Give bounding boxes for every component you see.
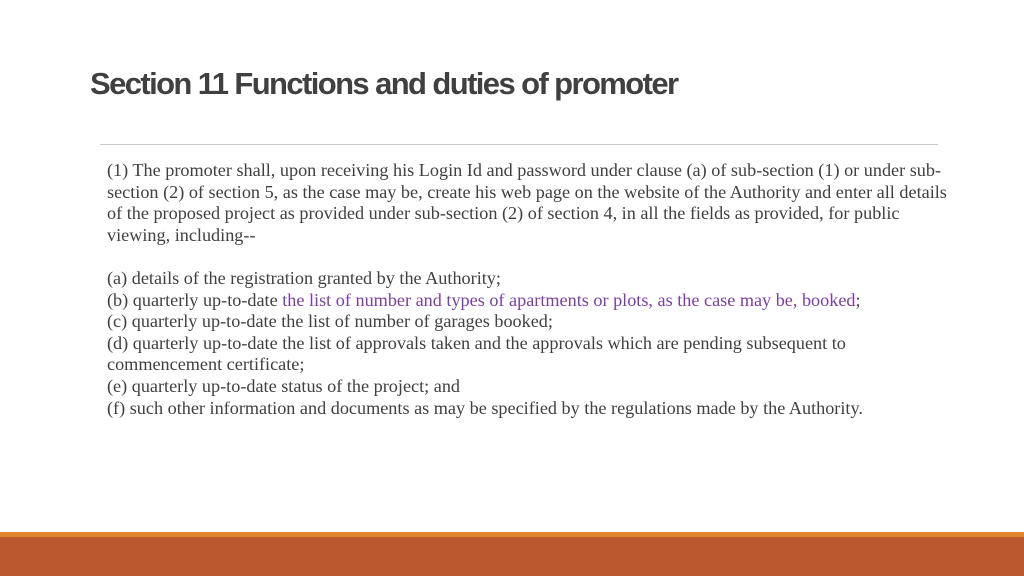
title-divider <box>100 144 938 145</box>
list-item-c: (c) quarterly up-to-date the list of number of garages booked; <box>107 311 553 332</box>
paragraph-spacer <box>107 246 947 268</box>
list-item-f: (f) such other information and documents as may be specified by the regulations made by the Authority. <box>107 397 863 418</box>
list-item-a: (a) details of the registration granted by the Authority; <box>107 267 501 288</box>
list-item-b <box>107 290 947 312</box>
list-item-e: (e) quarterly up-to-date status of the project; and <box>107 375 461 396</box>
list-item-d: (d) quarterly up-to-date the list of approvals taken and the approvals which are pending subsequent to commencement certificate; <box>107 332 846 375</box>
slide-body <box>107 160 947 419</box>
list-item-b-suffix: ; <box>855 289 861 310</box>
intro-paragraph: (1) The promoter shall, upon receiving his Login Id and password under clause (a) of sub-section (1) or under sub-section (2) of section 5, as the case may be, create his web page on the website of the Authority and enter all details of the proposed project as provided under sub-section (2) of section 4, in all the fields as provided, for public viewing, including-- <box>107 160 947 245</box>
apartments-list-link[interactable]: the list of number and types of apartments or plots, as the case may be, booked <box>282 289 856 310</box>
slide-title: Section 11 Functions and duties of promoter <box>90 66 678 101</box>
footer-bar <box>0 537 1024 576</box>
list-item-b-prefix: (b) quarterly up-to-date <box>107 289 283 310</box>
